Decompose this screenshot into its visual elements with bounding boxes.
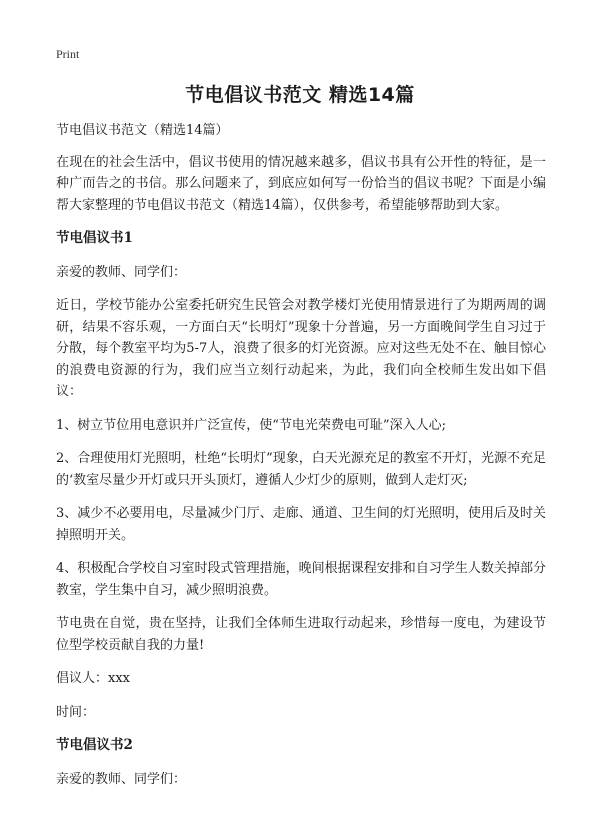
list-item: 1、树立节位用电意识并广泛宣传，使“节电光荣费电可耻”深入人心; xyxy=(56,417,446,433)
closing-paragraph: 节电贵在自觉，贵在坚持，让我们全体师生进取行动起来，珍惜每一度电，为建设节位型学校贡献自我的力量! xyxy=(56,616,546,653)
document-subtitle: 节电倡议书范文（精选14篇） xyxy=(56,123,229,138)
section-heading-1: 节电倡议书1 xyxy=(56,230,133,246)
list-item: 4、积极配合学校自习室时段式管理措施，晚间根据课程安排和自习学生人数关掉部分教室，学生集中自习，减少照明浪费。 xyxy=(56,561,546,598)
page-title: 节电倡议书范文 精选14篇 xyxy=(185,84,415,106)
document-body xyxy=(56,120,546,802)
signer: 倡议人：xxx xyxy=(56,671,130,686)
list-item: 2、合理使用灯光照明，杜绝“长明灯”现象，白天光源充足的教室不开灯，光源不充足的‘教室尽量少开灯或只开头顶灯，遵循人少灯少的原则，做到人走灯灭; xyxy=(56,451,546,488)
time-line: 时间： xyxy=(56,704,96,720)
greeting-1: 亲爱的教师、同学们： xyxy=(56,264,187,280)
intro-paragraph: 在现在的社会生活中，倡议书使用的情况越来越多，倡议书具有公开性的特征，是一种广而告之的书信。那么问题来了，到底应如何写一份恰当的倡议书呢？下面是小编帮大家整理的节电倡议书范文（精选14篇），仅供参考，希望能够帮助到大家。 xyxy=(56,154,546,213)
greeting-2: 亲爱的教师、同学们： xyxy=(56,771,187,787)
section-heading-2: 节电倡议书2 xyxy=(56,737,133,753)
list-item: 3、减少不必要用电，尽量减少门厅、走廊、通道、卫生间的灯光照明，使用后及时关掉照明开关。 xyxy=(56,506,546,543)
body-paragraph-1: 近日，学校节能办公室委托研究生民管会对教学楼灯光使用情景进行了为期两周的调研，结果不容乐观，一方面白天“长明灯”现象十分普遍，另一方面晚间学生自习过于分散，每个教室平均为5-7人，浪费了很多的灯光资源。应对这些无处不在、触目惊心的浪费电资源的行为，我们应当立刻行动起来，为此，我们向全校师生发出如下倡议： xyxy=(56,298,546,399)
print-link[interactable]: Print xyxy=(56,47,80,61)
